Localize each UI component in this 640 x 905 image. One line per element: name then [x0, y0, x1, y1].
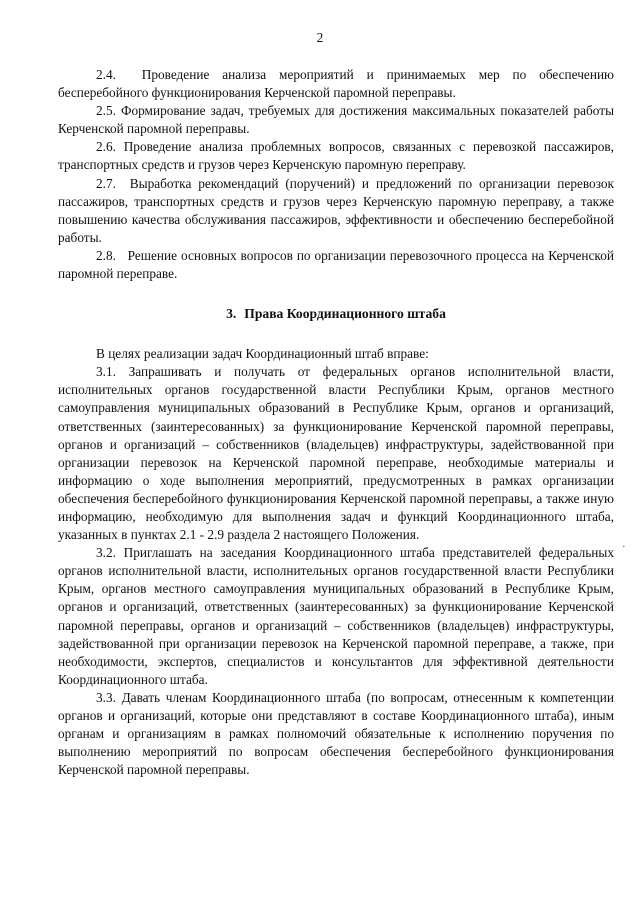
paragraph-3-3: [58, 689, 614, 779]
paragraph-2-5: [58, 102, 614, 138]
item-text: Проведение анализа проблемных вопросов, связанных с перевозкой пассажиров, транспортных средств и грузов через Керченскую паромную переправу.: [58, 139, 614, 173]
section-3-intro: В целях реализации задач Координационный штаб вправе:: [96, 346, 429, 362]
item-text: Формирование задач, требуемых для достижения максимальных показателей работы Керченской паромной переправы.: [58, 103, 615, 137]
section-3-heading: [58, 305, 614, 323]
item-text: Приглашать на заседания Координационного штаба представителей федеральных органов исполнительной власти, исполнительных органов государственной власти Республики Крым, органов местного самоуправления муниципальных образований в Республике Крым, органов и организаций, ответственных (заинтересованных) за функционирование Керченской паромной переправы, органов и организаций – собственников (владельцев) инфраструктуры, задействованной при организации перевозок на Керченской паромной переправе, а также, при необходимости, экспертов, специалистов и консультантов для эффективной деятельности Координационного штаба.: [58, 545, 614, 687]
paragraph-3-1: [58, 363, 614, 544]
item-number: 2.7.: [96, 175, 116, 191]
paragraph-2-4: [58, 66, 614, 102]
item-number: 2.6.: [96, 139, 116, 155]
item-text: Проведение анализа мероприятий и принимаемых мер по обеспечению бесперебойного функционирования Керченской паромной переправы.: [58, 67, 614, 101]
item-number: 2.8.: [96, 247, 116, 263]
margin-mark: ·: [622, 541, 626, 553]
paragraph-2-8: [58, 247, 614, 283]
item-number: 3.3.: [96, 689, 116, 705]
item-number: 3.1.: [96, 364, 116, 380]
section-number: 3.: [226, 306, 237, 322]
paragraph-2-6: [58, 138, 614, 174]
item-text: Запрашивать и получать от федеральных органов исполнительной власти, исполнительных органов государственной власти Республики Крым, органов местного самоуправления муниципальных образований в Республике Крым, органов и организаций, ответственных (заинтересованных) за функционирование Керченской паромной переправы, органов и организаций – собственников (владельцев) инфраструктуры, задействованной при организации перевозок на Керченской паромной переправе, необходимые материалы и информацию о ходе выполнения мероприятий, предусмотренных в рамках организации обеспечения бесперебойного функционирования Керченской паромной переправы, а также иную информацию, необходимую для выполнения задач и функций Координационного штаба, указанных в пунктах 2.1 - 2.9 раздела 2 настоящего Положения.: [58, 364, 614, 543]
item-number: 2.5.: [96, 103, 116, 119]
section-title: Права Координационного штаба: [244, 306, 446, 322]
paragraph-3-2: [58, 544, 614, 689]
item-number: 2.4.: [96, 67, 116, 82]
item-text: Решение основных вопросов по организации перевозочного процесса на Керченской паромной переправе.: [58, 247, 614, 282]
paragraph-2-7: [58, 175, 614, 247]
item-number: 3.2.: [96, 545, 116, 561]
document-body: [58, 66, 614, 779]
item-text: Выработка рекомендаций (поручений) и предложений по организации перевозок пассажиров, транспортных средств и грузов через Керченскую паромную переправу, а также повышению качества обслуживания пассажиров, эффективности и обеспечению бесперебойной работы.: [58, 175, 614, 245]
page-number: 2: [316, 30, 324, 45]
item-text: Давать членам Координационного штаба (по вопросам, отнесенным к компетенции органов и организаций, которые они представляют в составе Координационного штаба), иным органам и организациям в рамках полномочий обязательные к исполнению поручения по выполнению мероприятий по вопросам обеспечения бесперебойного функционирования Керченской паромной переправы.: [58, 689, 615, 778]
